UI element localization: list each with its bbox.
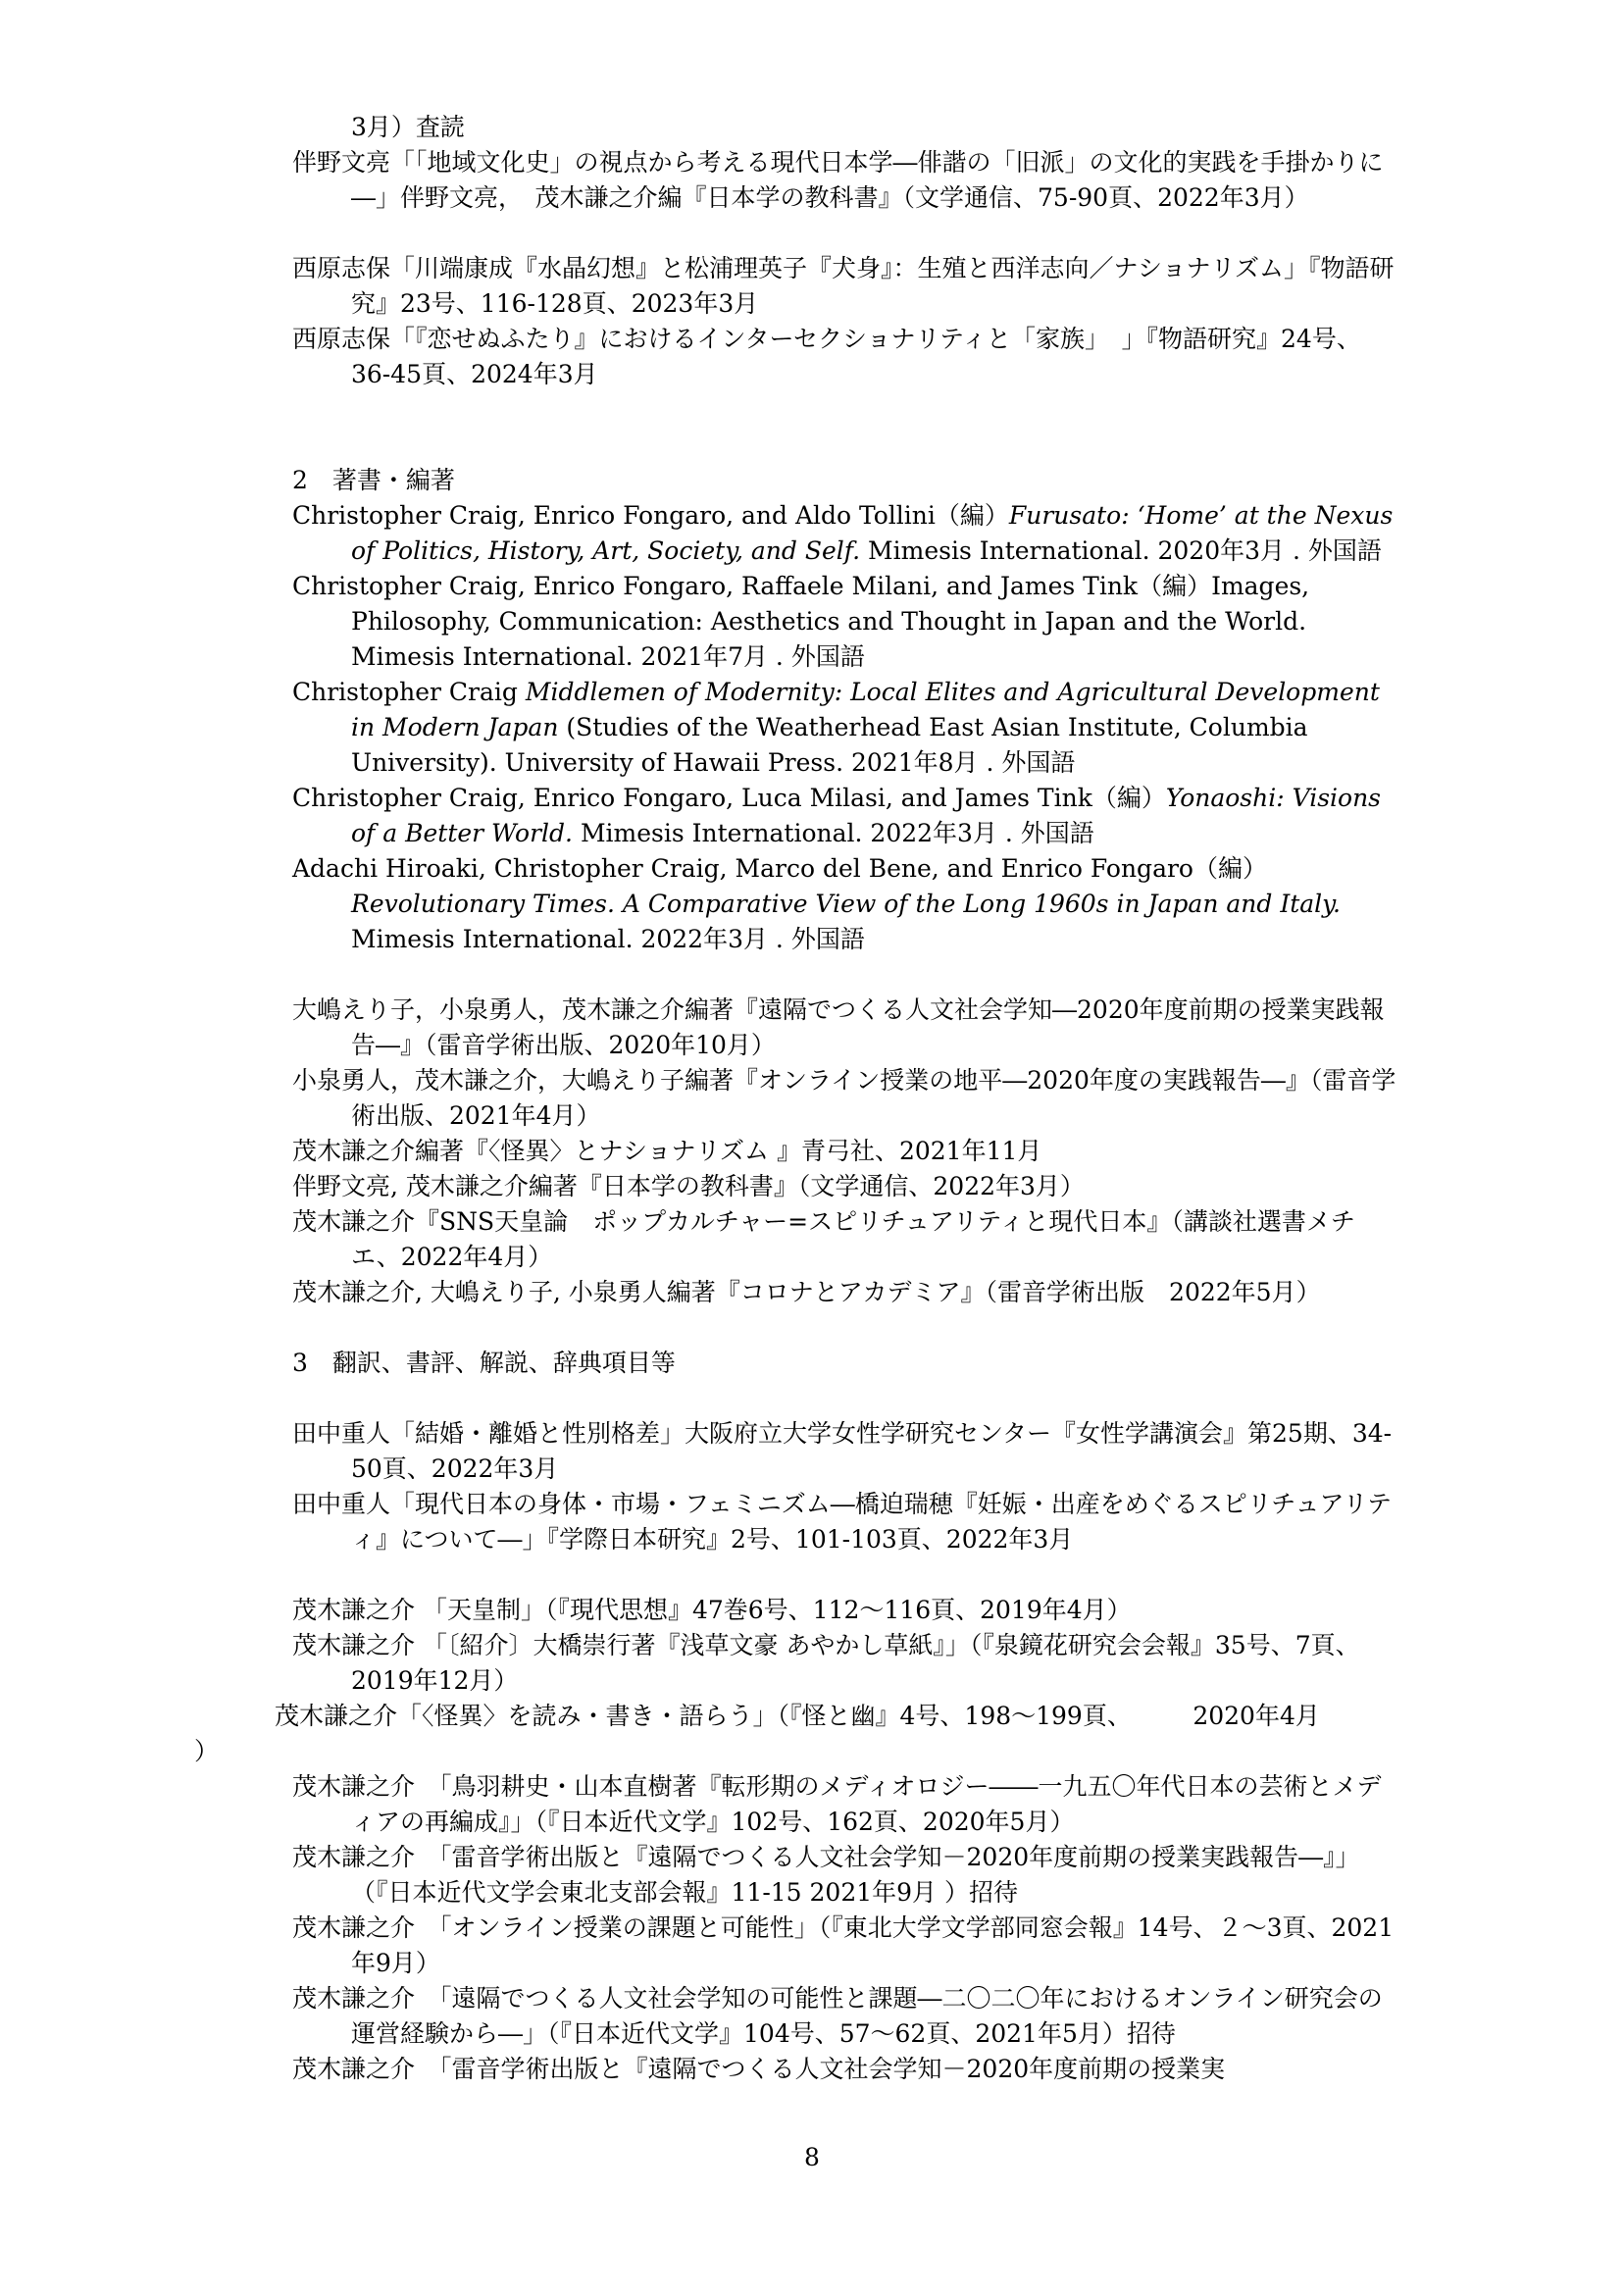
book-entry: 伴野文亮, 茂木謙之介編著『日本学の教科書』（文学通信、2022年3月）: [292, 1172, 1085, 1200]
page-number: 8: [804, 2143, 820, 2171]
review-entry: 茂木謙之介「〈怪異〉を読み・書き・語らう」（『怪と幽』4号、198～199頁、 2020年4月: [275, 1702, 1320, 1730]
spacer: [292, 957, 1400, 993]
book-entry: 小泉勇人，茂木謙之介，大嶋えり子編著『オンライン授業の地平―2020年度の実践報告―』（雷音学術出版、2021年4月）: [292, 1066, 1396, 1130]
book-entry: Christopher Craig Middlemen of Modernity: Local Elites and Agricultural Development in Modern Japan (Studies of the Weatherhead East Asian Institute, Columbia University). University of Hawaii Press. 2021年8月 . 外国語: [292, 678, 1380, 777]
section-heading-books: 2 著書・編著: [292, 466, 455, 494]
paper-entry: 伴野文亮「「地域文化史」の視点から考える現代日本学―俳諧の「旧派」の文化的実践を手掛かりに―」伴野文亮， 茂木謙之介編『日本学の教科書』（文学通信、75-90頁、2022年3月）: [292, 148, 1384, 212]
spacer: [292, 216, 1400, 251]
review-entry: 茂木謙之介 「雷音学術出版と『遠隔でつくる人文社会学知－2020年度前期の授業実践報告―』」（『日本近代文学会東北支部会報』11-15 2021年9月 ）招待: [292, 1843, 1360, 1907]
spacer: [292, 392, 1400, 463]
stray-parenthesis: ）: [194, 1737, 220, 1765]
review-entry: 茂木謙之介 「雷音学術出版と『遠隔でつくる人文社会学知－2020年度前期の授業実: [292, 2055, 1226, 2083]
review-entry: 田中重人「結婚・離婚と性別格差」大阪府立大学女性学研究センター『女性学講演会』第25期、34-50頁、2022年3月: [292, 1419, 1393, 1483]
book-entry: Christopher Craig, Enrico Fongaro, Raffaele Milani, and James Tink（編）Images, Philosophy, Communication: Aesthetics and Thought in Japan and the World. Mimesis International. 2021年7月 . 外国語: [292, 572, 1310, 671]
continued-line: 3月）査読: [351, 113, 465, 141]
paper-entry: 西原志保「川端康成『水晶幻想』と松浦理英子『犬身』：生殖と西洋志向／ナショナリズム」『物語研究』23号、116-128頁、2023年3月: [292, 254, 1395, 318]
book-entry: Christopher Craig, Enrico Fongaro, and Aldo Tollini（編）Furusato: ‘Home’ at the Nexus of Politics, History, Art, Society, and Self. Mimesis International. 2020年3月 . 外国語: [292, 501, 1394, 565]
book-entry: 茂木謙之介編著『〈怪異〉とナショナリズム 』青弓社、2021年11月: [292, 1137, 1042, 1165]
book-entry: Christopher Craig, Enrico Fongaro, Luca Milasi, and James Tink（編）Yonaoshi: Visions of a Better World. Mimesis International. 2022年3月 . 外国語: [292, 784, 1382, 847]
spacer: [292, 1557, 1400, 1593]
book-entry: 茂木謙之介『SNS天皇論 ポップカルチャー=スピリチュアリティと現代日本』（講談社選書メチエ、2022年4月）: [292, 1207, 1355, 1271]
book-entry: Adachi Hiroaki, Christopher Craig, Marco del Bene, and Enrico Fongaro（編） Revolutionary Times. A Comparative View of the Long 1960s in Japan and Italy. Mimesis International. 2022年3月 . 外国語: [292, 854, 1341, 953]
spacer: [292, 1381, 1400, 1416]
section-heading-translations: 3 翻訳、書評、解説、辞典項目等: [292, 1349, 676, 1377]
review-entry: 茂木謙之介 「遠隔でつくる人文社会学知の可能性と課題―二〇二〇年におけるオンライン研究会の運営経験から―」（『日本近代文学』104号、57～62頁、2021年5月）招待: [292, 1984, 1383, 2048]
spacer: [292, 1310, 1400, 1346]
review-entry: 茂木謙之介 「〔紹介〕大橋崇行著『浅草文豪 あやかし草紙』」（『泉鏡花研究会会報』35号、7頁、2019年12月）: [292, 1631, 1360, 1695]
paper-entry: 西原志保「『恋せぬふたり』におけるインターセクショナリティと「家族」 」『物語研究』24号、36-45頁、2024年3月: [292, 325, 1361, 388]
book-entry: 大嶋えり子，小泉勇人，茂木謙之介編著『遠隔でつくる人文社会学知―2020年度前期の授業実践報告―』（雷音学術出版、2020年10月）: [292, 995, 1385, 1059]
review-entry: 茂木謙之介 「オンライン授業の課題と可能性」（『東北大学文学部同窓会報』14号、２～3頁、2021年9月）: [292, 1913, 1395, 1977]
review-entry: 茂木謙之介 「鳥羽耕史・山本直樹著『転形期のメディオロジー――一九五〇年代日本の芸術とメディアの再編成』」（『日本近代文学』102号、162頁、2020年5月）: [292, 1772, 1382, 1836]
review-entry: 茂木謙之介 「天皇制」（『現代思想』47巻6号、112～116頁、2019年4月）: [292, 1596, 1132, 1624]
document-body: [194, 110, 1400, 2087]
book-entry: 茂木謙之介, 大嶋えり子, 小泉勇人編著『コロナとアカデミア』（雷音学術出版 2022年5月）: [292, 1278, 1321, 1306]
review-entry: 田中重人「現代日本の身体・市場・フェミニズム―橋迫瑞穂『妊娠・出産をめぐるスピリチュアリティ』について―」『学際日本研究』2号、101-103頁、2022年3月: [292, 1490, 1393, 1554]
